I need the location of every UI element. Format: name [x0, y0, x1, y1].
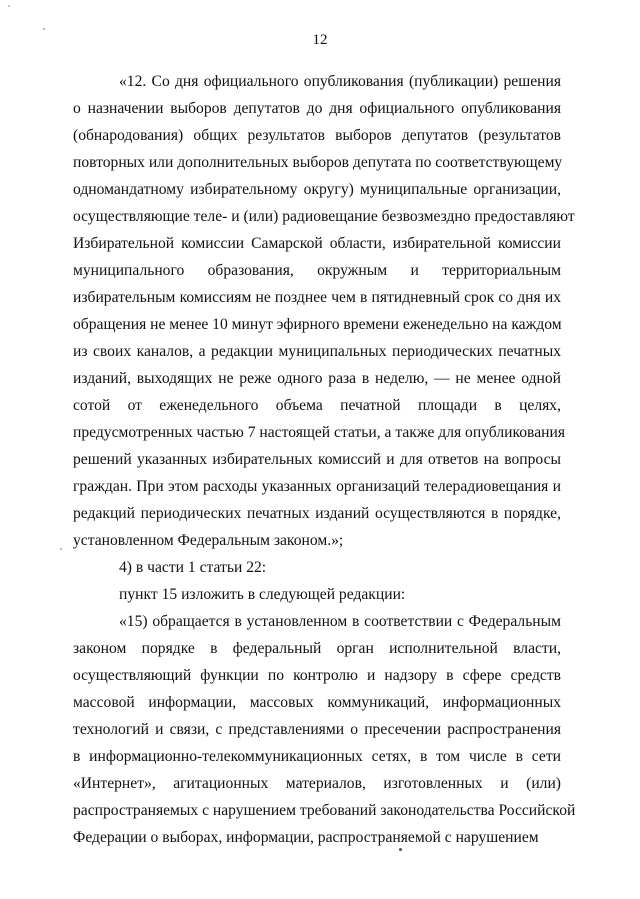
text-line: Федерации о выборах, информации, распространяемой с нарушением [73, 829, 539, 846]
text-line: обращения не менее 10 минут эфирного времени еженедельно на каждом [73, 316, 562, 333]
text-line: в информационно-телекоммуникационных сетях, в том числе в сети [73, 748, 561, 765]
text-line: изданий, выходящих не реже одного раза в неделю, — не менее одной [73, 370, 561, 387]
text-line: распространяемых с нарушением требований законодательства Российской [73, 802, 576, 819]
document-body [73, 68, 576, 851]
text-line: сотой от еженедельного объема печатной площади в целях, [73, 397, 561, 414]
paragraph-item-12 [73, 68, 575, 554]
text-line: массовой информации, массовых коммуникаций, информационных [73, 694, 561, 711]
text-line: (обнародования) общих результатов выборов депутатов (результатов [73, 127, 561, 144]
text-line: предусмотренных частью 7 настоящей статьи, а также для опубликования [73, 424, 565, 441]
text-line: установленном Федеральным законом.»; [73, 532, 344, 549]
text-line: решений указанных избирательных комиссий и для ответов на вопросы [73, 451, 561, 468]
text-line: осуществляющие теле- и (или) радиовещание безвозмездно предоставляют [73, 208, 575, 225]
text-line: одномандатному избирательному округу) муниципальные организации, [73, 181, 561, 198]
text-line: «Интернет», агитационных материалов, изготовленных и (или) [73, 775, 561, 792]
text-line: «15) обращается в установленном в соответствии с Федеральным [119, 613, 561, 630]
paragraph-point-15 [73, 608, 576, 851]
scan-speck [8, 5, 10, 7]
text-line: технологий и связи, с представлениями о пресечении распространения [73, 721, 561, 738]
text-line: законом порядке в федеральный орган исполнительной власти, [73, 640, 561, 657]
text-line: осуществляющий функции по контролю и надзору в сфере средств [73, 667, 561, 684]
text-line: Избирательной комиссии Самарской области, избирательной комиссии [73, 235, 561, 252]
text-line: муниципального образования, окружным и территориальным [73, 262, 561, 279]
text-line: «12. Со дня официального опубликования (публикации) решения [119, 73, 561, 90]
paragraph-item-4 [73, 554, 561, 581]
text-line: 4) в части 1 статьи 22: [119, 559, 267, 576]
text-line: пункт 15 изложить в следующей редакции: [119, 586, 406, 603]
text-line: редакций периодических печатных изданий осуществляются в порядке, [73, 505, 561, 522]
paragraph-point-15-intro [73, 581, 561, 608]
text-line: избирательным комиссиям не позднее чем в пятидневный срок со дня их [73, 289, 561, 306]
scan-speck [43, 28, 45, 30]
text-line: из своих каналов, а редакции муниципальных периодических печатных [73, 343, 561, 360]
text-line: о назначении выборов депутатов до дня официального опубликования [73, 100, 561, 117]
text-line: граждан. При этом расходы указанных организаций телерадиовещания и [73, 478, 561, 495]
scan-speck [60, 548, 62, 550]
page-number: 12 [312, 32, 328, 48]
text-line: повторных или дополнительных выборов депутата по соответствующему [73, 154, 563, 171]
scan-speck [399, 848, 402, 851]
